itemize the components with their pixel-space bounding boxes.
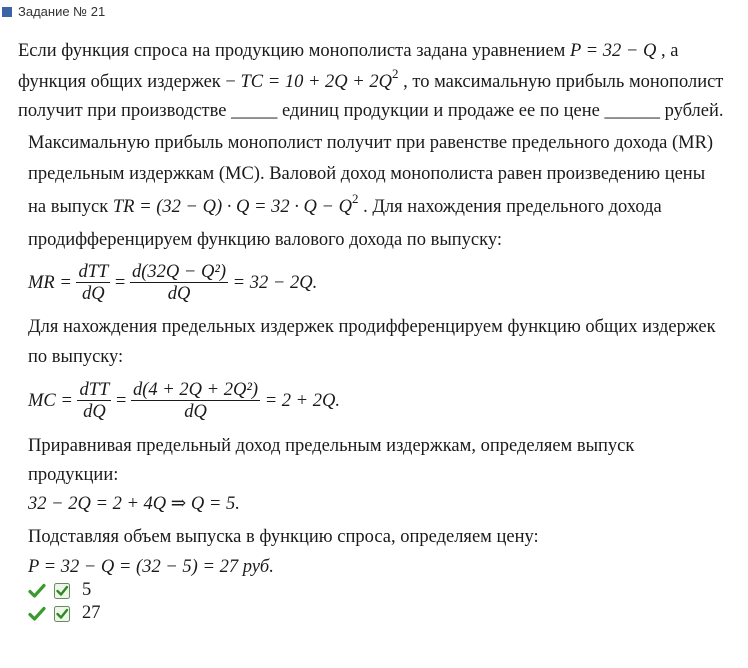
solution-line: продифференцируем функцию валового дохода по выпуску: <box>28 230 502 250</box>
denominator: dQ <box>184 402 207 422</box>
solution-line: по выпуску: <box>28 347 124 367</box>
output-equation: 32 − 2Q = 2 + 4Q ⇒ Q = 5. <box>28 494 240 514</box>
fraction <box>130 262 228 305</box>
answer-value: 5 <box>82 580 92 600</box>
equation-rhs: = 32 − 2Q. <box>232 272 318 293</box>
correct-check-icon <box>28 582 46 600</box>
numerator: dTT <box>78 262 109 282</box>
correct-check-icon <box>28 605 46 623</box>
question-line-1 <box>18 40 678 62</box>
denominator: dQ <box>167 284 191 304</box>
task-header <box>0 0 748 24</box>
mc-equation <box>28 380 340 423</box>
numerator: dTT <box>79 380 110 400</box>
exponent: 2 <box>351 191 359 206</box>
question-text: , а <box>656 41 679 61</box>
answer-value: 27 <box>82 603 101 623</box>
equation-lhs: MR = <box>28 272 72 293</box>
solution-line: предельным издержкам (MC). Валовой доход монополиста равен произведению цены <box>28 164 706 184</box>
numerator: d(4 + 2Q + 2Q²) <box>133 380 259 400</box>
task-title: Задание № 21 <box>18 4 106 19</box>
fraction <box>76 262 110 305</box>
fraction <box>77 380 111 423</box>
equation-lhs: MC = <box>28 390 73 411</box>
question-line-3: получит при производстве _____ единиц продукции и продаже ее по цене ______ рублей. <box>18 101 724 121</box>
checked-checkbox-icon[interactable] <box>54 606 70 622</box>
denominator: dQ <box>83 402 106 422</box>
checked-checkbox-icon[interactable] <box>54 583 70 599</box>
solution-text: . Для нахождения предельного дохода <box>358 197 662 217</box>
solution-line: Для нахождения предельных издержек продифференцируем функцию общих издержек <box>28 317 716 337</box>
cost-formula: TC = 10 + 2Q + 2Q <box>240 72 393 92</box>
exponent: 2 <box>392 66 399 81</box>
solution-text: на выпуск <box>28 197 113 217</box>
revenue-formula: TR = (32 − Q) · Q = 32 · Q − Q <box>112 197 352 217</box>
mr-equation <box>28 262 317 305</box>
solution-line: Максимальную прибыль монополист получит при равенстве предельного дохода (MR) <box>28 133 714 153</box>
denominator: dQ <box>82 284 105 304</box>
question-text: Если функция спроса на продукцию монополиста задана уравнением <box>18 41 571 61</box>
solution-line: Приравнивая предельный доход предельным издержкам, определяем выпуск <box>28 436 635 456</box>
fraction <box>131 380 260 423</box>
equation-rhs: = 2 + 2Q. <box>264 390 341 411</box>
question-text: функция общих издержек − <box>18 72 241 92</box>
question-text: , то максимальную прибыль монополист <box>398 72 724 92</box>
numerator: d(32Q − Q²) <box>131 262 227 282</box>
task-marker-icon <box>2 7 12 17</box>
equals-sign: = <box>115 390 127 411</box>
question-line-2 <box>18 66 724 94</box>
solution-line: продукции: <box>28 465 119 485</box>
equals-sign: = <box>114 272 126 293</box>
demand-formula: P = 32 − Q <box>570 41 657 61</box>
solution-line <box>28 191 662 219</box>
solution-line: Подставляя объем выпуска в функцию спроса, определяем цену: <box>28 527 539 547</box>
price-equation: P = 32 − Q = (32 − 5) = 27 руб. <box>28 557 274 577</box>
